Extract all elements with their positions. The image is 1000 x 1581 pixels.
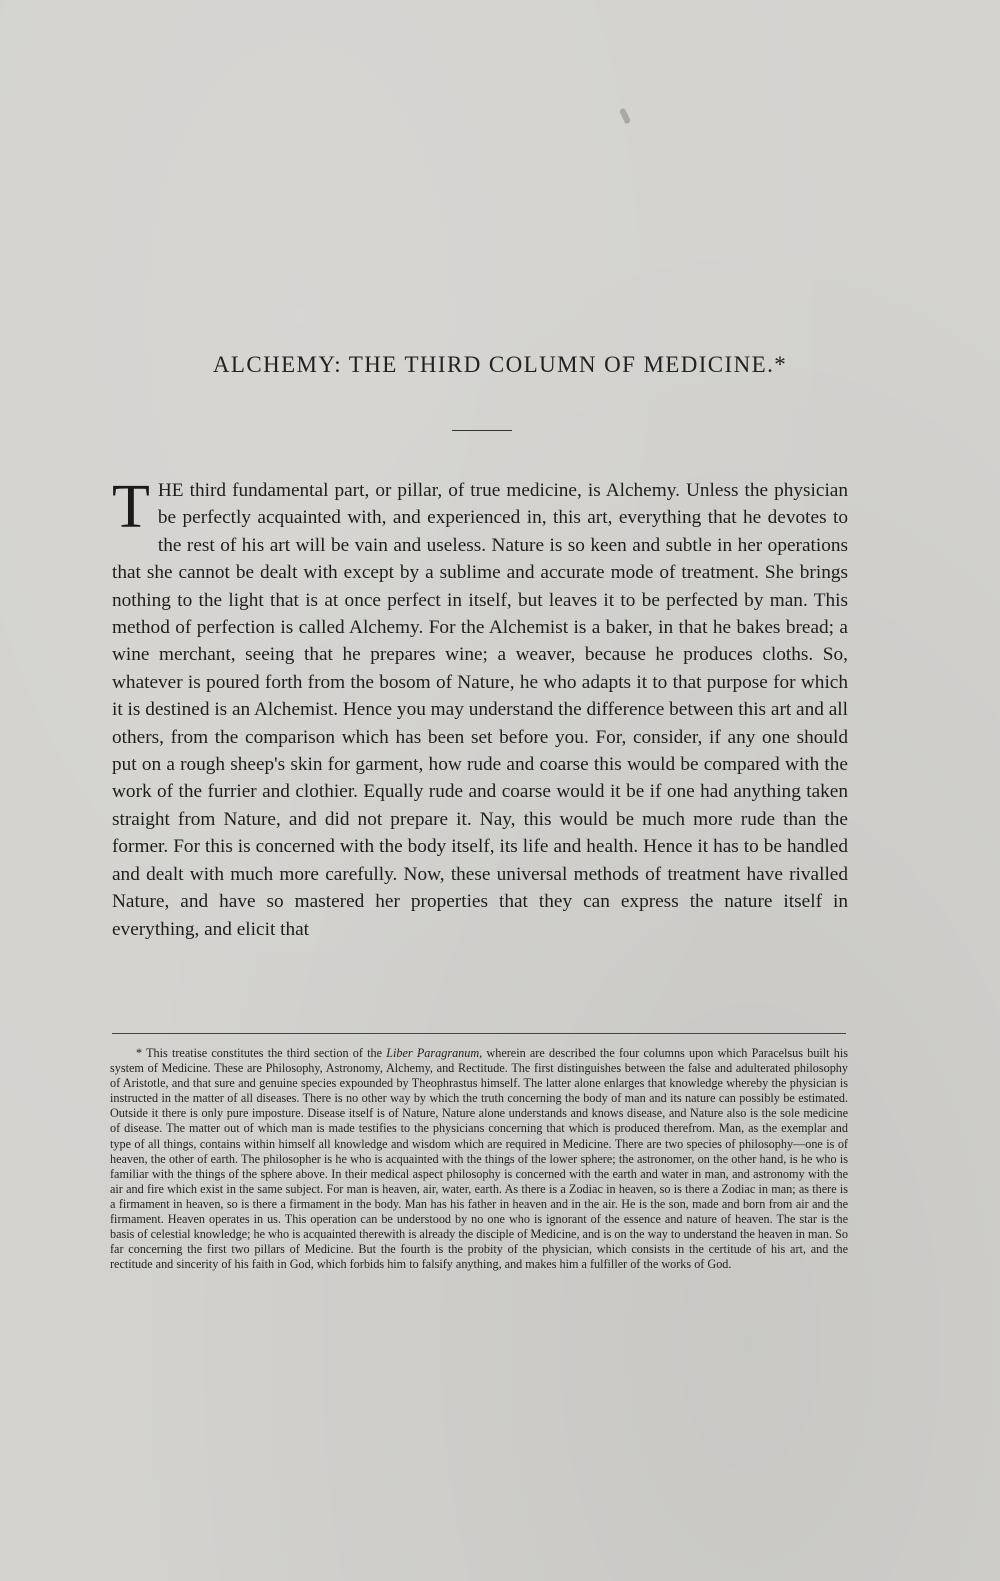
footnote-lead: * This treatise constitutes the third section of the bbox=[136, 1046, 383, 1060]
drop-cap: T bbox=[112, 473, 150, 541]
footnote-text: wherein are described the four columns upon which Paracelsus built his system of Medicine. These are Philosophy, Astronomy, Alchemy, and Rectitude. The first distinguishes between the false and adulterated philosophy of Aristotle, and that sure and genuine species expounded by Theophrastus himself. The latter alone enlarges that knowledge whereby the physician is instructed in the matter of all diseases. There is no other way by which the truth concerning the body of man and its nature can possibly be estimated. Outside it there is only pure imposture. Disease itself is of Nature, Nature alone understands and knows disease, and Nature also is the sole medicine of disease. The matter out of which man is made testifies to the physicians concerning that which is produced therefrom. Man, as the exemplar and type of all things, contains within himself all knowledge and wisdom which are required in Medicine. There are two species of philosophy—one is of heaven, the other of earth. The philosopher is he who is acquainted with the things of the lower sphere; the astronomer, on the other hand, is he who is familiar with the things of the sphere above. In their medical aspect philosophy is concerned with the earth and water in man, and astronomy with the air and fire which exist in the same subject. For man is heaven, air, water, earth. As there is a Zodiac in heaven, so is there a Zodiac in man; as there is a firmament in heaven, so is there a firmament in the body. Man has his father in heaven and in the air. He is the son, made and born from air and the firmament. Heaven operates in us. This operation can be understood by no one who is ignorant of the essence and nature of heaven. The star is the basis of celestial knowledge; he who is acquainted therewith is already the disciple of Medicine, and is on the way to understand the heaven in man. So far concerning the first two pillars of Medicine. But the fourth is the probity of the physician, which consists in the certitude of his art, and the rectitude and sincerity of his faith in God, which forbids him to falsify anything, and makes him a fulfiller of the works of God. bbox=[110, 1046, 849, 1272]
footnote-book-title: Liber Paragranum, bbox=[386, 1046, 483, 1060]
chapter-title: ALCHEMY: THE THIRD COLUMN OF MEDICINE.* bbox=[212, 352, 788, 377]
body-paragraph bbox=[112, 473, 848, 943]
paper-smudge bbox=[619, 107, 631, 124]
body-text: HE third fundamental part, or pillar, of true medicine, is Alchemy. Unless the physician be perfectly acquainted with, and experienced in, this art, everything that he devotes to the rest of his art will be vain and useless. Nature is so keen and subtle in her operations that she cannot be dealt with except by a sublime and accurate mode of treatment. She brings nothing to the light that is at once perfect in itself, but leaves it to be perfected by man. This method of perfection is called Alchemy. For the Alchemist is a baker, in that he bakes bread; a wine merchant, seeing that he prepares wine; a weaver, because he produces cloths. So, whatever is poured forth from the bosom of Nature, he who adapts it to that purpose for which it is destined is an Alchemist. Hence you may understand the difference between this art and all others, from the comparison which has been set before you. For, consider, if any one should put on a rough sheep's skin for garment, how rude and coarse this would be compared with the work of the furrier and clothier. Equally rude and coarse would it be if one had anything taken straight from Nature, and did not prepare it. Nay, this would be much more rude than the former. For this is concerned with the body itself, its life and health. Hence it has to be handled and dealt with much more carefully. Now, these universal methods of treatment have rivalled Nature, and have so mastered her properties that they can express the nature itself in everything, and elicit that bbox=[112, 480, 848, 940]
footnote-rule bbox=[112, 1033, 846, 1034]
footnote bbox=[110, 1046, 848, 1272]
title-rule bbox=[452, 430, 512, 431]
